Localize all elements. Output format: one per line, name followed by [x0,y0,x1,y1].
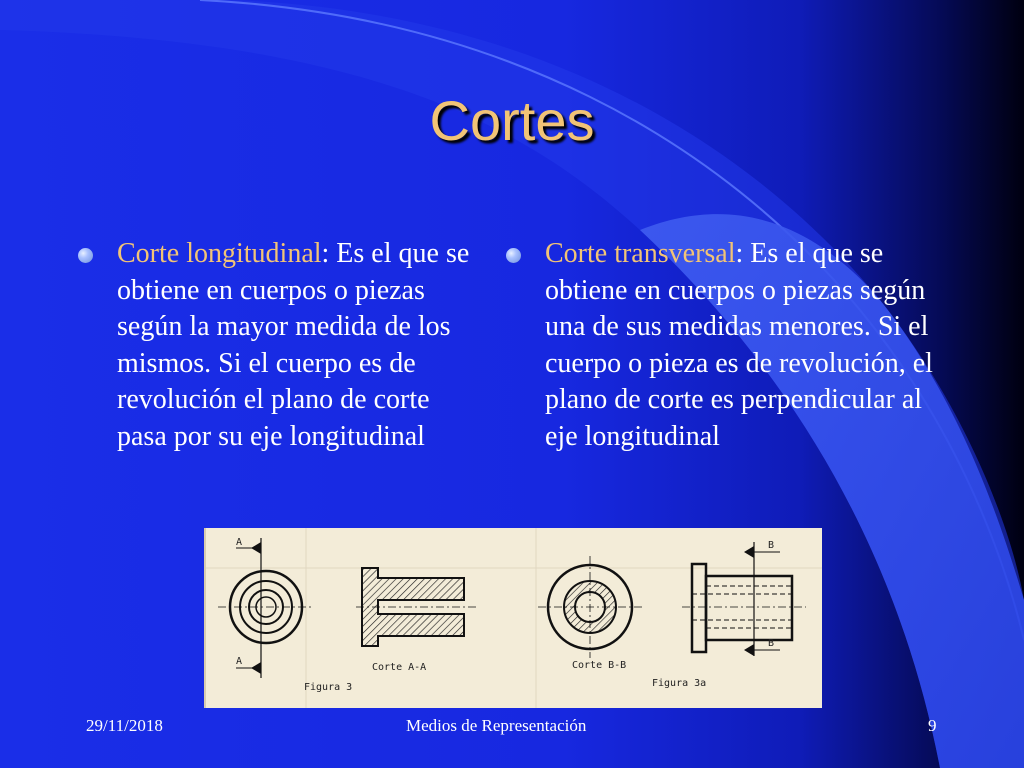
footer-date: 29/11/2018 [86,716,163,735]
section-b-b [538,556,642,658]
label-a-bottom: A [236,656,243,667]
bullet-icon [78,248,93,263]
front-view-a [218,538,314,678]
footer-page-number: 9 [928,716,937,735]
left-bullet [78,236,478,455]
caption-corte-b-b: Corte B-B [572,660,627,671]
bullet-icon [506,248,521,263]
caption-figura-3a: Figura 3a [652,678,707,689]
left-bullet-text [117,236,478,455]
definition-corte-longitudinal: : Es el que se obtiene en cuerpos o piezas según la mayor medida de los mismos. Si el cuerpo es de revolución el plano de corte pasa por su eje longitudinal [117,238,470,452]
term-corte-longitudinal: Corte longitudinal [117,238,322,269]
label-b-top: B [768,540,775,551]
technical-drawing-figure [204,528,822,708]
caption-figura-3: Figura 3 [304,682,353,693]
slide-title: Cortes [429,89,595,152]
caption-corte-a-a: Corte A-A [372,662,427,673]
right-bullet [506,236,936,455]
section-a-a [356,568,476,646]
right-bullet-text [545,236,936,455]
term-corte-transversal: Corte transversal [545,238,736,269]
label-a-top: A [236,537,243,548]
footer-title: Medios de Representación [406,716,587,735]
label-b-bottom: B [768,638,775,649]
side-view-b [682,542,806,656]
definition-corte-transversal: : Es el que se obtiene en cuerpos o piezas según una de sus medidas menores. Si el cuerpo o pieza es de revolución, el plano de corte es perpendicular al eje longitudinal [545,238,933,452]
